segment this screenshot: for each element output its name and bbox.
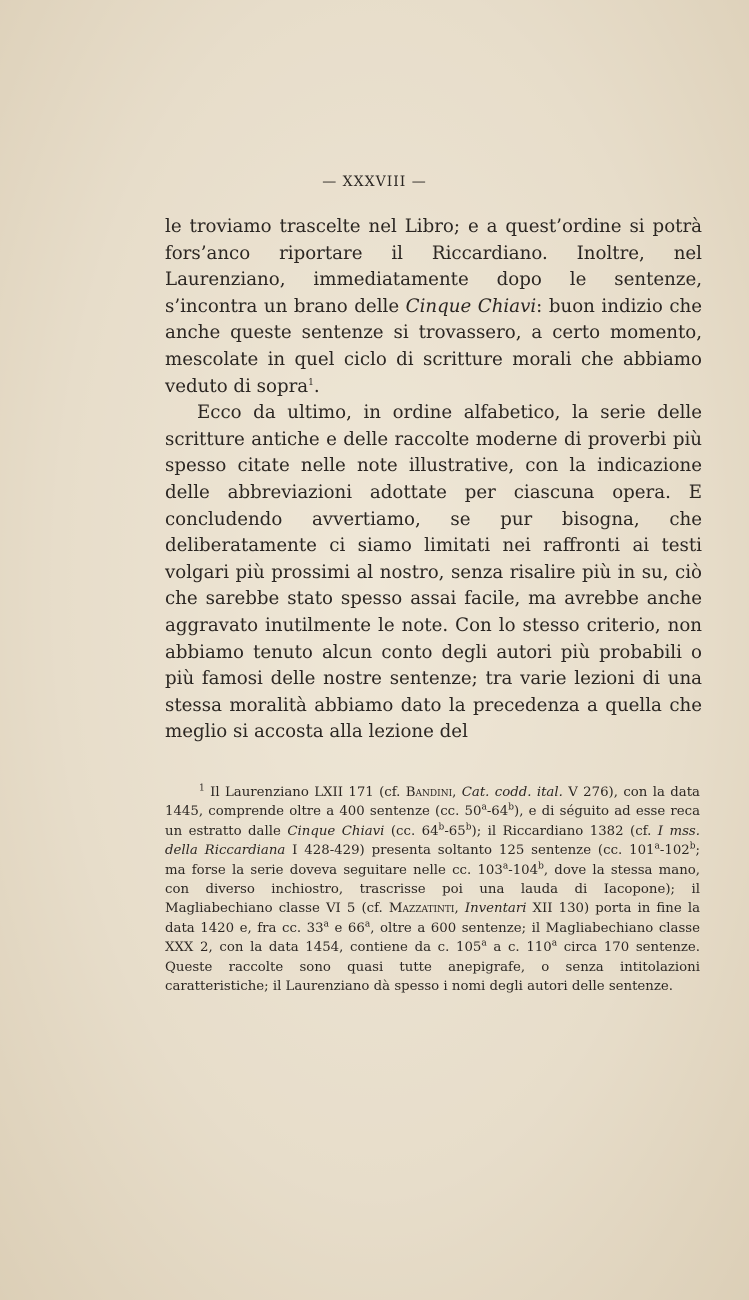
fn-text: Il Laurenziano LXII 171 (cf. <box>204 785 406 800</box>
fn-text: V 276), con la data 1445, comprende oltre a 400 sentenze (cc. 50 <box>165 785 700 820</box>
fn-sup: a <box>481 938 487 949</box>
fn-text: -64 <box>486 804 509 820</box>
paragraph-1-end: . <box>313 375 320 397</box>
title-cinque-chiavi: Cinque Chiavi <box>287 823 385 839</box>
paragraph-2: Ecco da ultimo, in ordine alfabetico, la serie delle scritture antiche e delle raccolte moderne di proverbi più spesso citate nelle note illustrative, con la indicazione delle abbreviazioni adottate per ciascuna opera. E concludendo avvertiamo, se pur bisogna, che deliberatamente ci siamo limitati nei raffronti ai testi volgari più prossimi al nostro, senza risalire più in su, ciò che sarebbe stato spesso assai facile, ma avrebbe anche aggravato inutilmente le note. Con lo stesso criterio, non abbiamo tenuto alcun conto degli autori più probabili o più famosi delle nostre sentenze; tra varie lezioni di una stessa moralità abbiamo dato la precedenza a quella che meglio si accosta alla lezione del <box>165 402 702 743</box>
fn-text: e 66 <box>328 920 365 936</box>
footnote-marker: 1 <box>199 783 205 794</box>
fn-sup: a <box>481 802 487 813</box>
footnote <box>165 783 700 996</box>
fn-sup: b <box>508 802 514 813</box>
footnote-1 <box>165 783 700 996</box>
footnote-reference[interactable]: 1 <box>308 377 314 388</box>
page-number: — XXXVIII — <box>322 174 427 190</box>
paragraph-1-text-a: le troviamo trascelte nel Libro; e a quest’ordine si potrà fors’anco riportare il Riccardiano. Inoltre, nel Laurenziano, immediatamente dopo le sentenze, s’incontra un brano delle <box>165 216 702 317</box>
fn-sup: b <box>689 841 696 852</box>
paragraph-1-text-b: : buon indizio che anche queste sentenze si trovassero, a certo momento, mescolate in quel ciclo di scritture morali che abbiamo veduto di sopra <box>165 295 702 397</box>
fn-text: ), e di séguito ad esse reca un estratto dalle <box>165 804 701 839</box>
fn-text: -104 <box>508 862 539 878</box>
fn-text: ; ma forse la serie doveva seguitare nelle cc. 103 <box>165 843 700 878</box>
fn-sup: b <box>465 822 472 833</box>
fn-text: , <box>452 785 462 800</box>
fn-text: -102 <box>659 843 690 859</box>
fn-sup: b <box>438 822 445 833</box>
fn-text: a c. 110 <box>486 940 552 956</box>
fn-text: , dove la stessa mano, con diverso inchiostro, trascrisse poi una lauda di Iacopone); il Magliabechiano classe VI 5 (cf. <box>165 862 701 917</box>
fn-text: XII 130) porta in fine la data 1420 e, fra cc. 33 <box>165 901 700 936</box>
title-inventari: Inventari <box>464 901 527 917</box>
main-text <box>165 214 702 746</box>
fn-text: ); il Riccardiano 1382 (cf. <box>471 823 658 839</box>
fn-sup: b <box>538 861 544 872</box>
fn-text: , <box>454 901 465 917</box>
fn-text: , oltre a 600 sentenze; il Magliabechiano classe XXX 2, con la data 1454, contiene da c. 105 <box>165 920 700 956</box>
paragraph-1 <box>165 214 702 400</box>
work-title-cinque-chiavi: Cinque Chiavi <box>405 295 537 317</box>
fn-sup: a <box>654 841 660 852</box>
fn-text: I 428-429) presenta soltanto 125 sentenze (cc. 101 <box>285 843 655 859</box>
author-mazzatinti: Mazzatinti <box>388 901 455 917</box>
fn-sup: a <box>364 919 371 930</box>
fn-sup: a <box>502 861 509 872</box>
fn-text: (cc. 64 <box>384 823 439 839</box>
fn-sup: a <box>551 938 558 949</box>
title-cat-codd-ital: Cat. codd. ital. <box>461 785 563 800</box>
title-mss-riccardiana: I mss. della Riccardiana <box>165 823 700 859</box>
fn-text: -65 <box>444 823 466 839</box>
author-bandini: Bandini <box>405 785 453 800</box>
fn-sup: a <box>323 919 329 930</box>
fn-text: circa 170 sentenze. Queste raccolte sono quasi tutte anepigrafe, o senza intitolazioni caratteristiche; il Laurenziano dà spesso i nomi degli autori delle sentenze. <box>165 940 700 995</box>
